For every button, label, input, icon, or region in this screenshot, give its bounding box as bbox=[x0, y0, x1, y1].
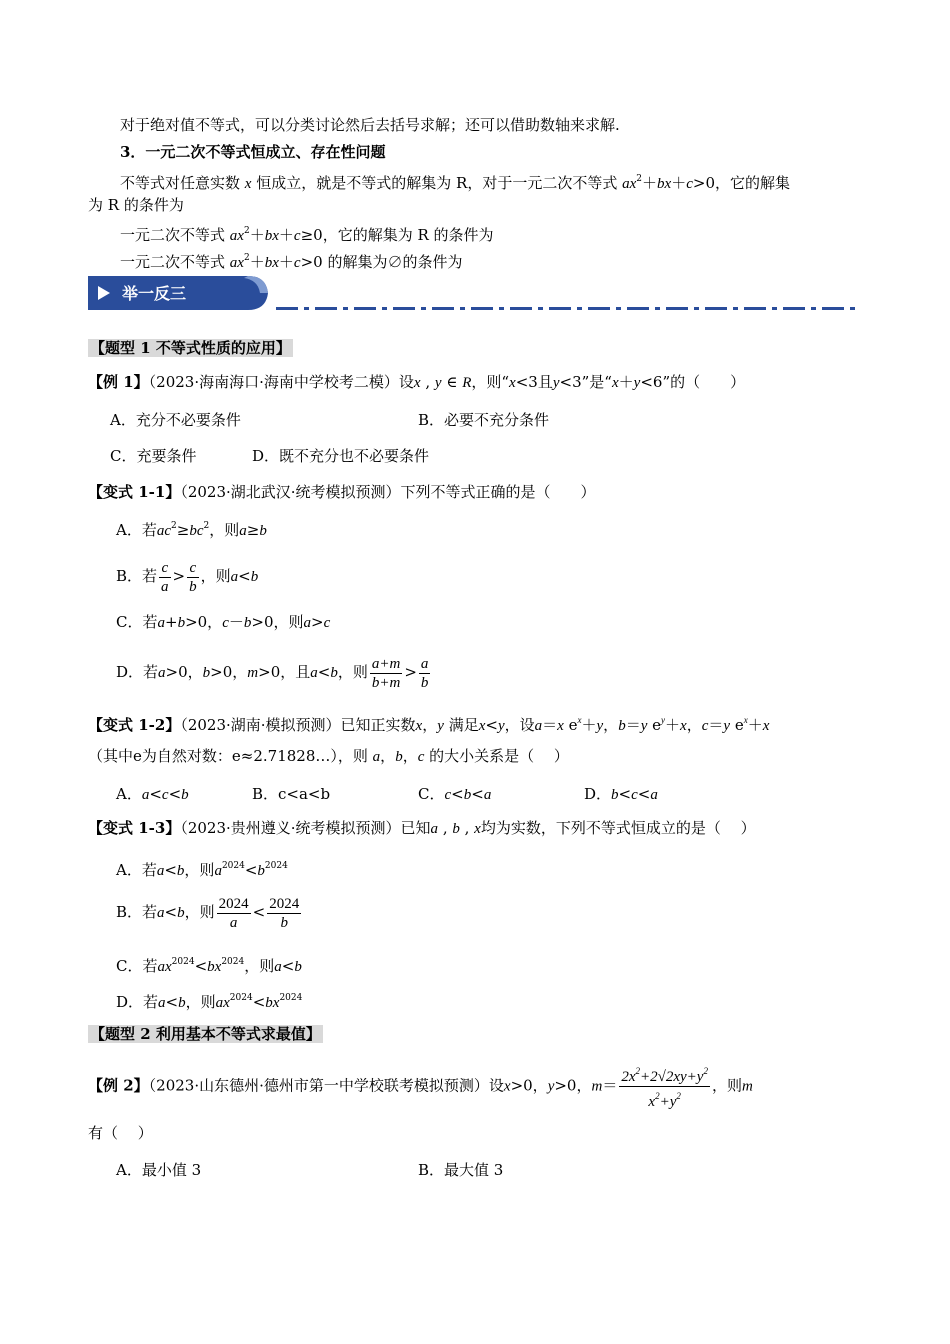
paragraph-1-cont: 为 R 的条件为 bbox=[88, 196, 184, 214]
example-1-option-a[interactable]: A．充分不必要条件 bbox=[110, 411, 241, 429]
variant-1-2-question-cont: （其中e为自然对数：e≈2.71828…），则 a，b，c 的大小关系是（ ） bbox=[88, 747, 569, 765]
banner-dash-line bbox=[276, 307, 860, 310]
variant-1-2-option-c[interactable]: C．c<b<a bbox=[418, 785, 492, 803]
variant-1-3-option-c[interactable]: C．若$ax^{2024}<bx^{2024}$，则a<b bbox=[116, 957, 302, 975]
variant-1-2-option-a[interactable]: A．a<c<b bbox=[116, 785, 189, 803]
example-1-question: 【例 1】（2023·海南海口·海南中学校考二模）设x , y ∈ R，则“x<3且y<3”是“x＋y<6”的（ ） bbox=[88, 373, 746, 391]
variant-1-1-option-a[interactable]: A．若$ac^2\ge bc^2$，则a≥b bbox=[116, 521, 267, 539]
type-1-title: 【题型 1 不等式性质的应用】 bbox=[90, 339, 291, 357]
paragraph-2: 一元二次不等式 $ax^2+bx+c\ge 0$，它的解集为 R 的条件为 bbox=[120, 226, 494, 244]
variant-1-2-question: 【变式 1-2】（2023·湖南·模拟预测）已知正实数x，y 满足x<y，设a＝x $e^x+y$，b＝y $e^y+x$，c＝y $e^x+x$ bbox=[88, 715, 770, 734]
section-3-title: 3．一元二次不等式恒成立、存在性问题 bbox=[120, 143, 386, 161]
variant-1-3-option-d[interactable]: D．若a<b，则$ax^{2024}<bx^{2024}$ bbox=[116, 993, 303, 1011]
variant-1-1-question: 【变式 1-1】（2023·湖北武汉·统考模拟预测）下列不等式正确的是（ ） bbox=[88, 483, 596, 501]
example-2-option-b[interactable]: B．最大值 3 bbox=[418, 1161, 504, 1179]
variant-1-2-option-d[interactable]: D．b<c<a bbox=[584, 785, 658, 803]
paragraph-1: 不等式对任意实数 x 恒成立，就是不等式的解集为 R，对于一元二次不等式 $ax^2+bx+c>0$，它的解集 bbox=[120, 174, 791, 192]
example-1-option-c[interactable]: C．充要条件 bbox=[110, 447, 197, 465]
example-1-option-b[interactable]: B．必要不充分条件 bbox=[418, 411, 550, 429]
variant-1-3-question: 【变式 1-3】（2023·贵州遵义·统考模拟预测）已知a , b , x均为实数，下列不等式恒成立的是（ ） bbox=[88, 819, 756, 837]
example-2-question-cont: 有（ ） bbox=[88, 1124, 153, 1142]
paragraph-3: 一元二次不等式 $ax^2+bx+c>0$ 的解集为∅的条件为 bbox=[120, 253, 463, 271]
variant-1-3-option-b[interactable]: B．若a<b，则 $\frac{2024}{a}$ < $\frac{2024}{b}$ bbox=[116, 895, 300, 931]
variant-1-1-option-d[interactable]: D．若a>0，b>0，m>0，且a<b，则 $\frac{a+m}{b+m}$ > $\frac{a}{b}$ bbox=[116, 655, 429, 691]
variant-1-1-option-b[interactable]: B．若 $\frac{c}{a}$ > $\frac{c}{b}$ ，则a<b bbox=[116, 559, 259, 595]
banner-label: 举一反三 bbox=[122, 284, 187, 303]
variant-1-3-option-a[interactable]: A．若a<b，则$a^{2024}<b^{2024}$ bbox=[116, 861, 288, 879]
variant-1-1-option-c[interactable]: C．若a+b>0，c－b>0，则a>c bbox=[116, 613, 331, 631]
abs-value-note: 对于绝对值不等式，可以分类讨论然后去括号求解；还可以借助数轴来求解. bbox=[120, 116, 620, 134]
example-1-option-d[interactable]: D．既不充分也不必要条件 bbox=[252, 447, 430, 465]
example-2-question: 【例 2】（2023·山东德州·德州市第一中学校联考模拟预测）设x>0，y>0，m＝ $\frac{2x^2+2√2xy+y^2}{x^2+y^2}$ ，则m bbox=[88, 1062, 753, 1106]
example-2-option-a[interactable]: A．最小值 3 bbox=[116, 1161, 202, 1179]
variant-1-2-option-b[interactable]: B．c<a<b bbox=[252, 785, 331, 803]
type-2-title: 【题型 2 利用基本不等式求最值】 bbox=[90, 1025, 321, 1043]
section-banner bbox=[88, 276, 268, 310]
